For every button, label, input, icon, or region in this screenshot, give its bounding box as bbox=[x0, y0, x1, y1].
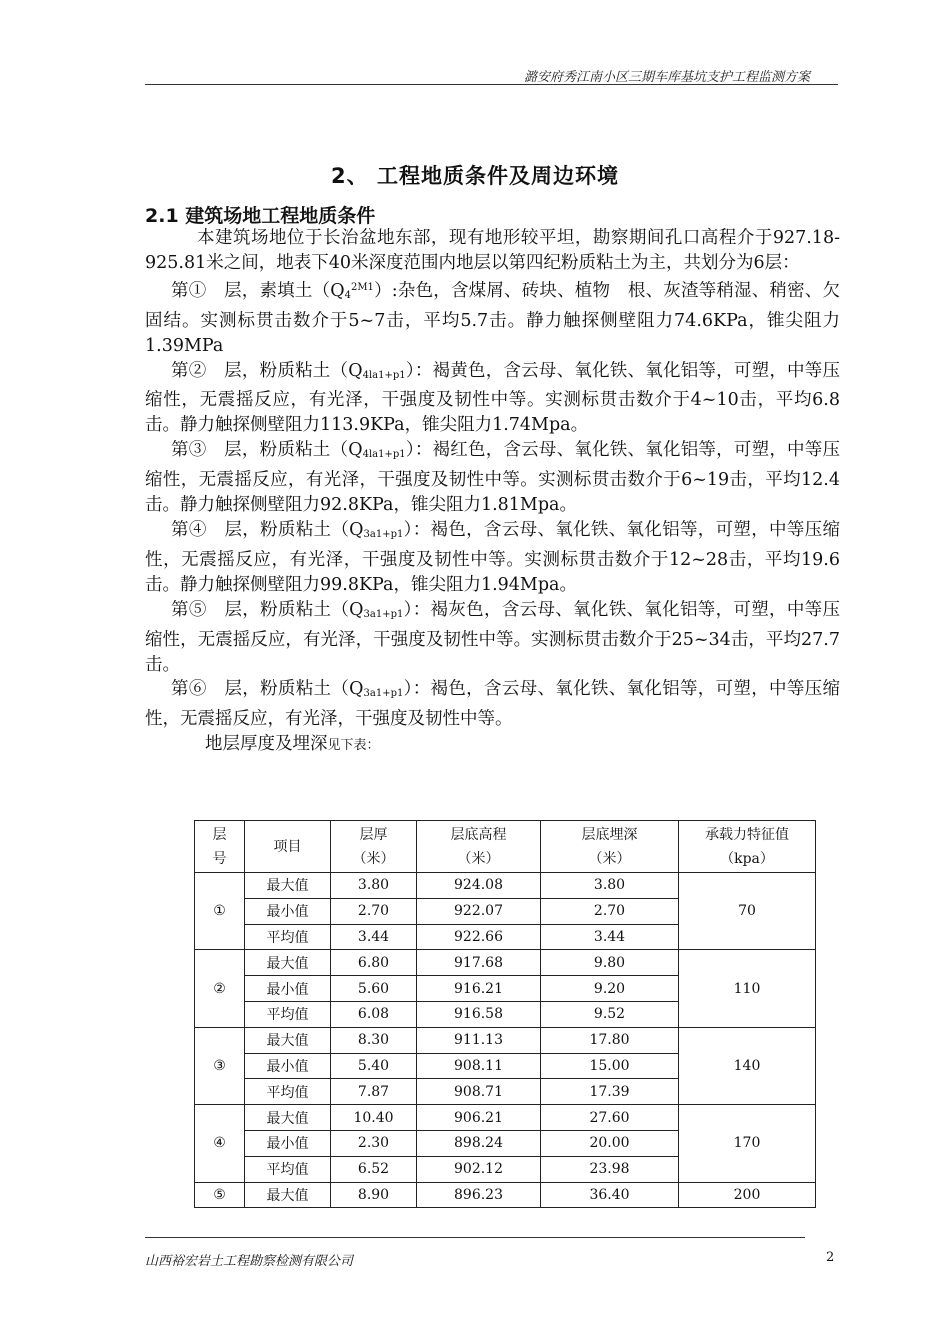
layer-paragraph-3 bbox=[145, 438, 840, 518]
table-row bbox=[195, 1027, 816, 1053]
item-cell: 最小值 bbox=[245, 1130, 331, 1156]
elevation-cell: 898.24 bbox=[417, 1130, 541, 1156]
item-cell: 最大值 bbox=[245, 950, 331, 976]
layer-prefix: 第③ 层，粉质粘土（Q bbox=[171, 440, 363, 461]
layer-description: ）：褐红色，含云母、氧化铁、氧化铝等，可塑，中等压缩性，无震摇反应，有光泽，干强度及韧性中等。实测标贯击数介于6~19击，平均12.4击。静力触探侧壁阻力92.8KPa，锥尖阻力1.81Mpa。 bbox=[145, 440, 840, 516]
bearing-cell: 200 bbox=[679, 1182, 816, 1208]
layer-number-cell: ④ bbox=[195, 1105, 245, 1182]
depth-cell: 3.44 bbox=[541, 924, 679, 950]
layer-description: ）:杂色，含煤屑、砖块、植物 根、灰渣等稍湿、稍密、欠固结。实测标贯击数介于5~7击，平均5.7击。静力触探侧壁阻力74.6KPa，锥尖阻力1.39MPa bbox=[145, 280, 840, 356]
elevation-cell: 908.71 bbox=[417, 1079, 541, 1105]
footer-company: 山西裕宏岩土工程勘察检测有限公司 bbox=[145, 1254, 354, 1269]
layer-description: ）：褐灰色，含云母、氧化铁、氧化铝等，可塑，中等压缩性，无震摇反应，有光泽，干强度及韧性中等。实测标贯击数介于25~34击，平均27.7击。 bbox=[145, 599, 840, 675]
header-depth bbox=[541, 821, 679, 873]
header-item bbox=[245, 821, 331, 873]
layer-paragraph-2 bbox=[145, 359, 840, 439]
elevation-cell: 924.08 bbox=[417, 873, 541, 899]
layer-description: ）：褐色，含云母、氧化铁、氧化铝等，可塑，中等压缩性，无震摇反应，有光泽，干强度及韧性中等。实测标贯击数介于12~28击，平均19.6击。静力触探侧壁阻力99.8KPa，锥尖阻力1.94Mpa。 bbox=[145, 519, 840, 595]
layer-paragraph-1 bbox=[145, 276, 840, 359]
layer-subscript: 3a1+p1 bbox=[363, 688, 404, 700]
depth-cell: 23.98 bbox=[541, 1156, 679, 1182]
layer-paragraph-6 bbox=[145, 677, 840, 732]
depth-cell: 17.39 bbox=[541, 1079, 679, 1105]
header-line: 层底埋深 bbox=[581, 826, 638, 843]
layer-description: ）：褐黄色，含云母、氧化铁、氧化铝等，可塑，中等压缩性，无震摇反应，有光泽，干强度及韧性中等。实测标贯击数介于4~10击，平均6.8击。静力触探侧壁阻力113.9KPa，锥尖阻力1.74Mpa。 bbox=[145, 360, 840, 436]
layer-paragraph-5 bbox=[145, 598, 840, 678]
header-elevation bbox=[417, 821, 541, 873]
table-caption-main: 地层厚度及埋深 bbox=[205, 734, 328, 755]
elevation-cell: 906.21 bbox=[417, 1105, 541, 1131]
thickness-cell: 3.80 bbox=[331, 873, 417, 899]
header-line: 项目 bbox=[273, 838, 302, 855]
header-line: 层厚 bbox=[359, 826, 388, 843]
header-line: （米） bbox=[588, 850, 631, 867]
elevation-cell: 908.11 bbox=[417, 1053, 541, 1079]
header-line: 号 bbox=[212, 850, 227, 867]
layer-prefix: 第② 层，粉质粘土（Q bbox=[171, 360, 363, 381]
thickness-cell: 5.60 bbox=[331, 976, 417, 1002]
elevation-cell: 922.66 bbox=[417, 924, 541, 950]
thickness-cell: 6.08 bbox=[331, 1001, 417, 1027]
depth-cell: 9.80 bbox=[541, 950, 679, 976]
depth-cell: 15.00 bbox=[541, 1053, 679, 1079]
page-header: 潞安府秀江南小区三期车库基坑支护工程监测方案 bbox=[523, 70, 810, 85]
item-cell: 平均值 bbox=[245, 1156, 331, 1182]
thickness-cell: 8.90 bbox=[331, 1182, 417, 1208]
item-cell: 平均值 bbox=[245, 1001, 331, 1027]
item-cell: 最小值 bbox=[245, 898, 331, 924]
layer-number-cell: ① bbox=[195, 873, 245, 950]
layer-description: ）：褐色，含云母、氧化铁、氧化铝等，可塑，中等压缩性，无震摇反应，有光泽，干强度及韧性中等。 bbox=[145, 679, 840, 730]
elevation-cell: 902.12 bbox=[417, 1156, 541, 1182]
table-row bbox=[195, 1182, 816, 1208]
item-cell: 最大值 bbox=[245, 1182, 331, 1208]
depth-cell: 36.40 bbox=[541, 1182, 679, 1208]
item-cell: 平均值 bbox=[245, 924, 331, 950]
header-line: （kpa） bbox=[720, 850, 774, 867]
thickness-cell: 6.52 bbox=[331, 1156, 417, 1182]
thickness-cell: 2.70 bbox=[331, 898, 417, 924]
table-row bbox=[195, 950, 816, 976]
elevation-cell: 896.23 bbox=[417, 1182, 541, 1208]
layer-subscript: 4la1+p1 bbox=[362, 449, 406, 461]
table-body bbox=[195, 873, 816, 1208]
depth-cell: 2.70 bbox=[541, 898, 679, 924]
depth-cell: 27.60 bbox=[541, 1105, 679, 1131]
footer-rule bbox=[145, 1237, 805, 1238]
header-bearing bbox=[679, 821, 816, 873]
bearing-cell: 170 bbox=[679, 1105, 816, 1182]
body-text bbox=[145, 226, 840, 759]
layer-number-cell: ⑤ bbox=[195, 1182, 245, 1208]
bearing-cell: 140 bbox=[679, 1027, 816, 1104]
thickness-cell: 6.80 bbox=[331, 950, 417, 976]
thickness-cell: 7.87 bbox=[331, 1079, 417, 1105]
depth-cell: 9.52 bbox=[541, 1001, 679, 1027]
intro-paragraph: 本建筑场地位于长治盆地东部，现有地形较平坦，勘察期间孔口高程介于927.18-925.81米之间，地表下40米深度范围内地层以第四纪粉质粘土为主，共划分为6层： bbox=[145, 228, 840, 273]
layer-subscript: 4 bbox=[344, 289, 351, 301]
layer-number-cell: ② bbox=[195, 950, 245, 1027]
depth-cell: 9.20 bbox=[541, 976, 679, 1002]
elevation-cell: 916.21 bbox=[417, 976, 541, 1002]
table-caption bbox=[145, 732, 840, 759]
header-line: （米） bbox=[352, 850, 395, 867]
header-line: 承载力特征值 bbox=[705, 826, 789, 843]
chapter-title: 2、 工程地质条件及周边环境 bbox=[331, 164, 619, 188]
depth-cell: 17.80 bbox=[541, 1027, 679, 1053]
layer-prefix: 第⑥ 层，粉质粘土（Q bbox=[171, 679, 364, 700]
layer-prefix: 第④ 层，粉质粘土（Q bbox=[171, 519, 364, 540]
layer-superscript: 2M1 bbox=[350, 281, 374, 293]
thickness-cell: 2.30 bbox=[331, 1130, 417, 1156]
table-row bbox=[195, 873, 816, 899]
header-line: （米） bbox=[457, 850, 500, 867]
elevation-cell: 922.07 bbox=[417, 898, 541, 924]
elevation-cell: 916.58 bbox=[417, 1001, 541, 1027]
thickness-cell: 8.30 bbox=[331, 1027, 417, 1053]
header-layer bbox=[195, 821, 245, 873]
thickness-cell: 5.40 bbox=[331, 1053, 417, 1079]
layer-number-cell: ③ bbox=[195, 1027, 245, 1104]
table-header-row bbox=[195, 821, 816, 873]
bearing-cell: 70 bbox=[679, 873, 816, 950]
bearing-cell: 110 bbox=[679, 950, 816, 1027]
layer-subscript: 3a1+p1 bbox=[363, 528, 404, 540]
item-cell: 最大值 bbox=[245, 873, 331, 899]
depth-cell: 20.00 bbox=[541, 1130, 679, 1156]
elevation-cell: 917.68 bbox=[417, 950, 541, 976]
layer-prefix: 第① 层，素填土（Q bbox=[171, 280, 345, 301]
item-cell: 最大值 bbox=[245, 1105, 331, 1131]
layer-subscript: 4la1+p1 bbox=[362, 369, 406, 381]
elevation-cell: 911.13 bbox=[417, 1027, 541, 1053]
item-cell: 最大值 bbox=[245, 1027, 331, 1053]
header-line: 层底高程 bbox=[450, 826, 507, 843]
header-rule bbox=[145, 84, 838, 85]
strata-table bbox=[194, 820, 816, 1208]
page-number: 2 bbox=[826, 1250, 835, 1265]
item-cell: 最小值 bbox=[245, 1053, 331, 1079]
item-cell: 平均值 bbox=[245, 1079, 331, 1105]
layer-prefix: 第⑤ 层，粉质粘土（Q bbox=[171, 599, 364, 620]
section-title: 2.1 建筑场地工程地质条件 bbox=[145, 205, 376, 227]
layer-paragraph-4 bbox=[145, 518, 840, 598]
table-row bbox=[195, 1105, 816, 1131]
thickness-cell: 10.40 bbox=[331, 1105, 417, 1131]
depth-cell: 3.80 bbox=[541, 873, 679, 899]
header-line: 层 bbox=[212, 826, 227, 843]
thickness-cell: 3.44 bbox=[331, 924, 417, 950]
layer-subscript: 3a1+p1 bbox=[363, 608, 404, 620]
item-cell: 最小值 bbox=[245, 976, 331, 1002]
table-caption-small: 见下表： bbox=[327, 738, 380, 754]
header-thickness bbox=[331, 821, 417, 873]
